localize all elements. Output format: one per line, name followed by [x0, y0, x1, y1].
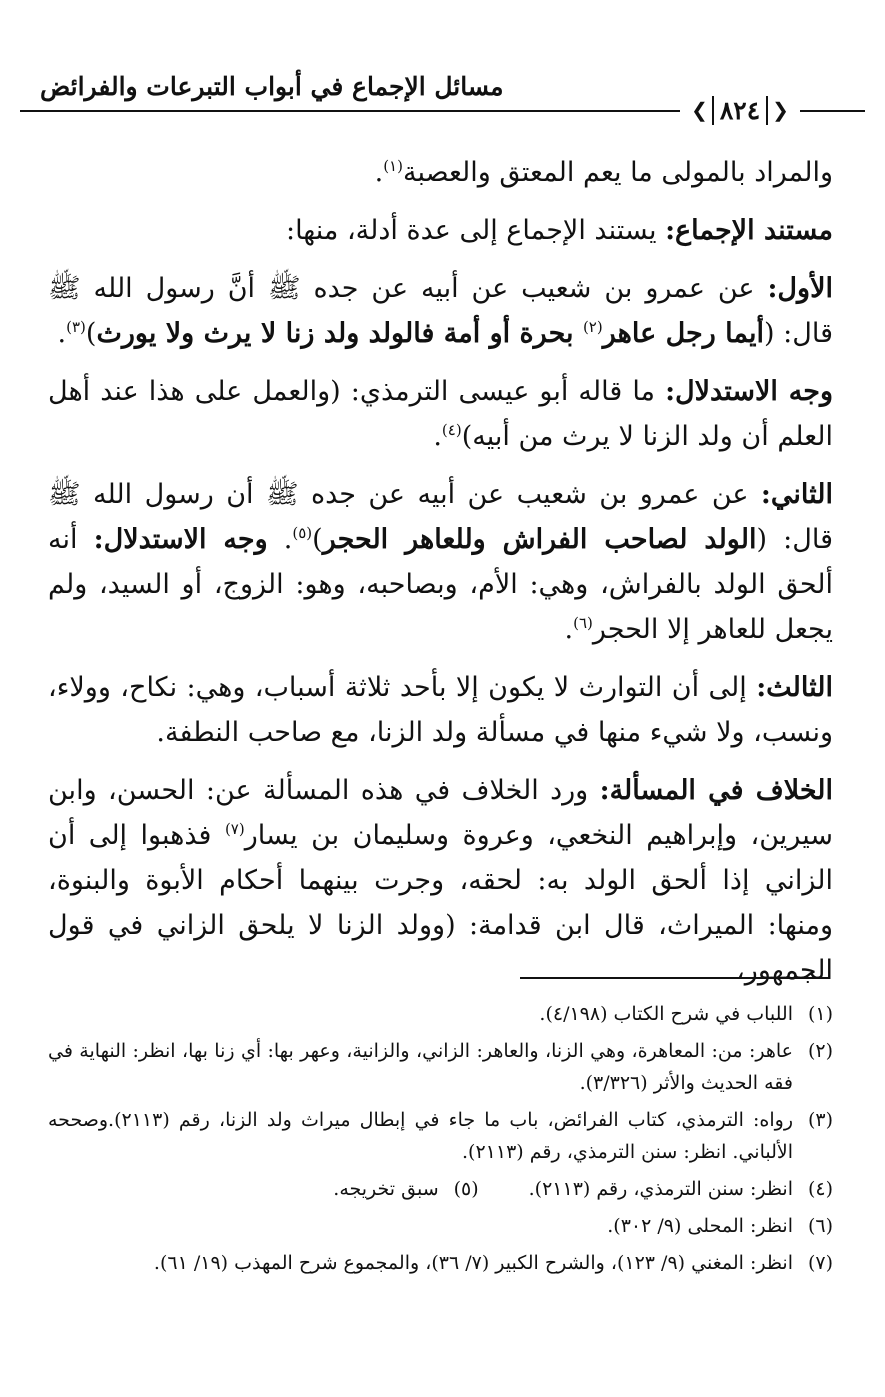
- second-mid: .: [267, 524, 293, 555]
- disagreement-heading: الخلاف في المسألة:: [599, 775, 833, 806]
- footnote-ref-2: (٢): [582, 318, 603, 336]
- paragraph-third-evidence: [48, 665, 833, 755]
- basis-text: يستند الإجماع إلى عدة أدلة، منها:: [285, 215, 666, 246]
- footnote-1: [48, 998, 833, 1030]
- main-text: [48, 150, 833, 1006]
- footnote-ref-3: (٣): [66, 318, 86, 336]
- basis-heading: مستند الإجماع:: [665, 215, 833, 246]
- footnote-2-text: عاهر: من: المعاهرة، وهي الزنا، والعاهر: الزاني، والزانية، وعهر بها: أي زنا بها، انظر: النهاية في فقه الحديث والأثر (٣/٣٢٦).: [48, 1040, 793, 1094]
- inference-end: .: [433, 421, 442, 452]
- second-text: عن عمرو بن شعيب عن أبيه عن جده ﷺ أن رسول الله ﷺ قال: (: [48, 479, 834, 555]
- first-hadith-part1: أيما رجل عاهر: [602, 318, 765, 349]
- footnote-2-number: (٢): [807, 1040, 833, 1062]
- footnote-4-text: انظر: سنن الترمذي، رقم (٢١١٣).: [528, 1178, 793, 1200]
- ornament-left-icon: ❮: [691, 98, 708, 122]
- disagreement-text-2: فذهبوا إلى أن الزاني إذا ألحق الولد به: لحقه، وجرت بينهما أحكام الأبوة والبنوة، ومنها: الميراث، قال ابن قدامة: (وولد الزنا لا يلحق الزاني في قول الجمهور،: [48, 820, 833, 986]
- footnote-ref-6: (٦): [573, 614, 593, 632]
- inference-text: ما قاله أبو عيسى الترمذي: (والعمل على هذا عند أهل العلم أن ولد الزنا لا يرث من أبيه): [48, 376, 833, 452]
- footnote-6-text: انظر: المحلى (٩/ ٣٠٢).: [607, 1215, 793, 1237]
- footnote-1-text: اللباب في شرح الكتاب (٤/١٩٨).: [539, 1003, 793, 1025]
- page-number-box: [680, 92, 800, 128]
- disagreement-text: ورد الخلاف في هذه المسألة عن: الحسن، وابن سيرين، وإبراهيم النخعي، وعروة وسليمان بن يسار: [48, 775, 833, 851]
- second-hadith: الولد لصاحب الفراش وللعاهر الحجر: [322, 524, 757, 555]
- footnote-1-number: (١): [807, 1003, 833, 1025]
- running-title: مسائل الإجماع في أبواب التبرعات والفرائض: [40, 72, 504, 101]
- paragraph-disagreement: [48, 768, 833, 993]
- p1-text: والمراد بالمولى ما يعم المعتق والعصبة: [402, 157, 833, 188]
- footnote-6: [48, 1210, 833, 1242]
- footnote-ref-1: (١): [383, 157, 403, 175]
- first-text: عن عمرو بن شعيب عن أبيه عن جده ﷺ أنَّ رسول الله ﷺ قال: (: [48, 273, 833, 349]
- first-heading: الأول:: [767, 273, 833, 304]
- footnote-5: [333, 1173, 478, 1205]
- paragraph-basis: [48, 208, 833, 253]
- second-end: .: [564, 614, 574, 645]
- footnote-7-text: انظر: المغني (٩/ ١٢٣)، والشرح الكبير (٧/ ٣٦)، والمجموع شرح المهذب (١٩/ ٦١).: [153, 1252, 793, 1274]
- footnote-4: [529, 1173, 833, 1205]
- p1-end: .: [374, 157, 384, 188]
- third-heading: الثالث:: [756, 672, 833, 703]
- footnote-ref-7: (٧): [224, 820, 245, 838]
- footnote-5-text: سبق تخريجه.: [333, 1178, 439, 1200]
- inference-heading: وجه الاستدلال:: [665, 376, 833, 407]
- footnote-ref-4: (٤): [441, 421, 462, 439]
- first-end: .: [57, 318, 67, 349]
- paragraph-mawla: [48, 150, 833, 195]
- footnote-2: [48, 1035, 833, 1099]
- footnote-3-text: رواه: الترمذي، كتاب الفرائض، باب ما جاء في إبطال ميراث ولد الزنا، رقم (٢١١٣).وصححه الألباني. انظر: سنن الترمذي، رقم (٢١١٣).: [48, 1109, 793, 1163]
- footnotes: [48, 998, 833, 1284]
- footnote-3-number: (٣): [807, 1109, 833, 1131]
- footnote-7: [48, 1247, 833, 1279]
- paragraph-first-evidence: [48, 266, 833, 356]
- second-heading: الثاني:: [760, 479, 833, 510]
- second-inference-heading: وجه الاستدلال:: [93, 524, 268, 555]
- first-close: ): [85, 318, 97, 349]
- footnote-7-number: (٧): [807, 1252, 833, 1274]
- ornament-right-icon: ❯: [772, 98, 789, 122]
- first-hadith-part2: بحرة أو أمة فالولد ولد زنا لا يرث ولا يورث: [96, 318, 583, 349]
- footnote-3: [48, 1104, 833, 1168]
- footnote-ref-5: (٥): [292, 524, 313, 542]
- footnote-separator: [520, 977, 830, 979]
- second-close: ): [312, 524, 323, 555]
- footnote-5-number: (٥): [453, 1178, 479, 1200]
- third-text: إلى أن التوارث لا يكون إلا بأحد ثلاثة أسباب، وهي: نكاح، وولاء، ونسب، ولا شيء منها في مسألة ولد الزنا، مع صاحب النطفة.: [48, 672, 833, 748]
- paragraph-second-evidence: [48, 472, 833, 652]
- second-inference-text: أنه ألحق الولد بالفراش، وهي: الأم، وبصاحبه، وهو: الزوج، أو السيد، ولم يجعل للعاهر إلا الحجر: [48, 524, 833, 645]
- page-number: ٨٢٤: [712, 96, 768, 125]
- page-header: [20, 62, 865, 125]
- footnote-6-number: (٦): [807, 1215, 833, 1237]
- footnote-4-number: (٤): [807, 1178, 833, 1200]
- footnote-4-5-row: [48, 1173, 833, 1205]
- paragraph-inference: [48, 369, 833, 459]
